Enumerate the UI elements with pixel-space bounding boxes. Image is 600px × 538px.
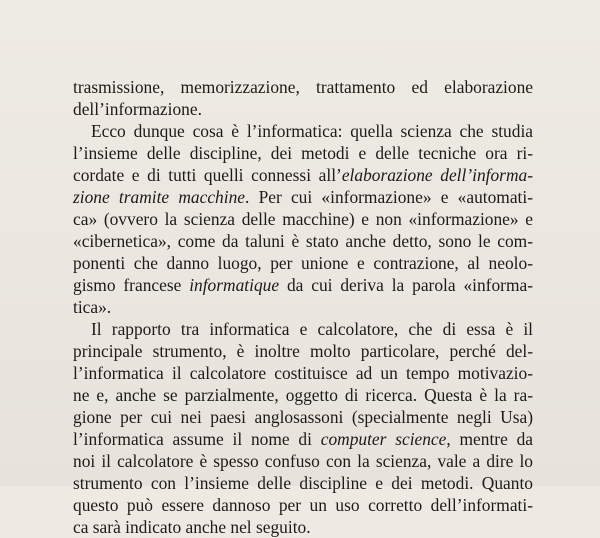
paragraph-first-line: Ecco dunque cosa è l’informatica: quella scienza che studia: [91, 121, 533, 141]
text-span: . Per cui «informazione» e «automati-: [245, 187, 534, 207]
italic-span: computer science: [320, 429, 447, 449]
text-line: principale strumento, è inoltre molto particolare, perché del-: [73, 341, 533, 361]
text-line: l’informatica il calcolatore costituisce ad un tempo motivazio-: [73, 363, 533, 383]
italic-span: zione tramite macchine: [73, 187, 246, 207]
text-line: strumento con l’insieme delle discipline e dei metodi. Quanto: [73, 473, 533, 493]
text-line: ne e, anche se parzialmente, oggetto di ricerca. Questa è la ra-: [73, 385, 533, 405]
text-line: gione per cui nei paesi anglosassoni (specialmente negli Usa): [73, 407, 533, 427]
text-line: l’insieme delle discipline, dei metodi e delle tecniche ora ri-: [73, 143, 533, 163]
text-line: tica».: [73, 297, 112, 317]
text-line: [73, 428, 533, 450]
text-line: trasmissione, memorizzazione, trattamento ed elaborazione: [73, 77, 533, 97]
text-line: [73, 274, 533, 296]
text-line: noi il calcolatore è spesso confuso con la scienza, vale a dire lo: [73, 451, 533, 471]
text-line: «cibernetica», come da taluni è stato anche detto, sono le com-: [73, 231, 533, 251]
text-line: ca» (ovvero la scienza delle macchine) e non «informazione» e: [73, 209, 533, 229]
paragraph-first-line: Il rapporto tra informatica e calcolatore, che di essa è il: [91, 319, 533, 339]
text-line: dell’informazione.: [73, 99, 202, 119]
body-text: [73, 76, 533, 538]
text-line: questo può essere dannoso per un uso corretto dell’informati-: [73, 495, 533, 515]
italic-span: elaborazione dell’informa-: [341, 165, 533, 185]
text-line: ponenti che danno luogo, per unione e contrazione, al neolo-: [73, 253, 533, 273]
text-line: ca sarà indicato anche nel seguito.: [73, 517, 311, 537]
text-line: [73, 164, 533, 186]
text-line: [73, 186, 533, 208]
italic-span: informatique: [189, 275, 280, 295]
text-span: da cui deriva la parola «informa-: [279, 275, 533, 295]
text-span: l’informatica assume il nome di: [73, 429, 321, 449]
text-span: , mentre da: [446, 429, 533, 449]
text-span: cordate e di tutti quelli connessi all’: [73, 165, 342, 185]
text-span: gismo francese: [73, 275, 190, 295]
